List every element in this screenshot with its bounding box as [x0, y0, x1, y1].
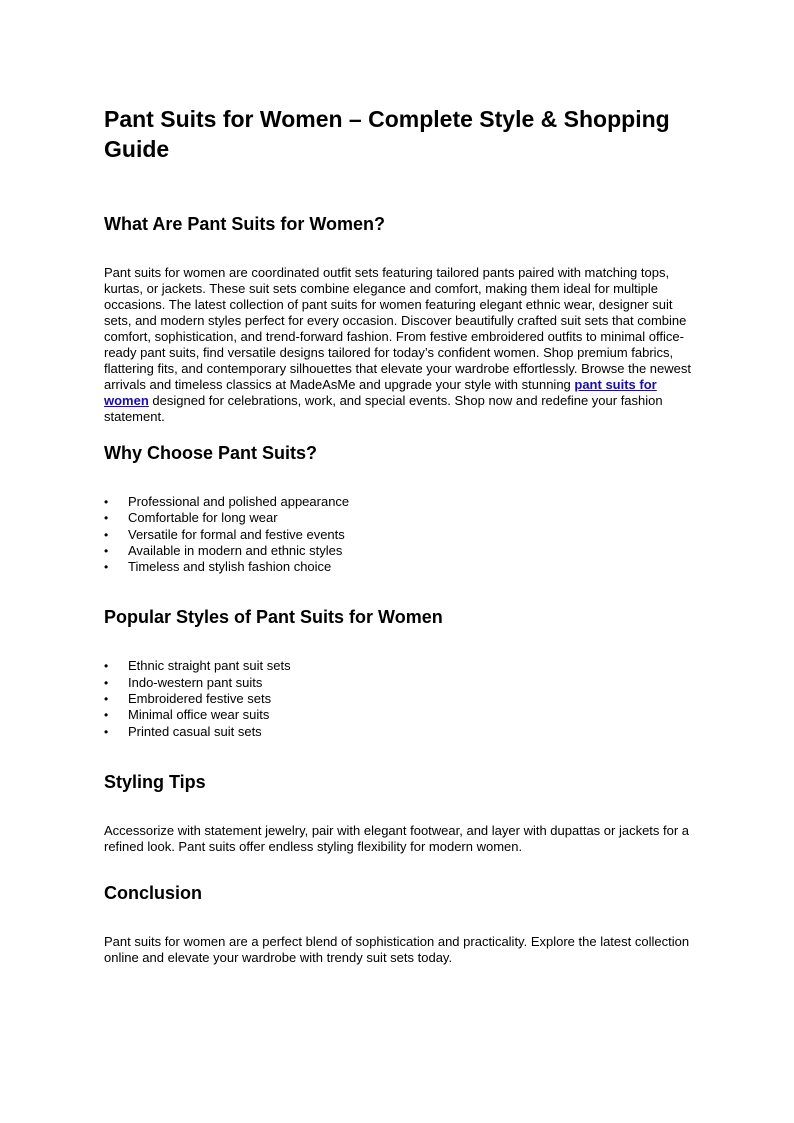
document-page — [104, 104, 694, 966]
list-item — [104, 543, 694, 559]
bullet-icon: • — [104, 527, 109, 542]
body-text-after-link: designed for celebrations, work, and special events. Shop now and redefine your fashion statement. — [104, 393, 663, 424]
list-item-text: Available in modern and ethnic styles — [128, 542, 343, 558]
list-item — [104, 691, 694, 707]
list-item — [104, 527, 694, 543]
why-list — [104, 494, 694, 575]
bullet-icon: • — [104, 659, 109, 674]
list-item — [104, 559, 694, 575]
list-item-text: Comfortable for long wear — [128, 510, 278, 526]
bullet-icon: • — [104, 724, 109, 739]
list-item-text: Versatile for formal and festive events — [128, 526, 345, 542]
section-body-what — [104, 265, 694, 425]
section-body-styling: Accessorize with statement jewelry, pair with elegant footwear, and layer with dupattas or jackets for a refined look. Pant suits offer endless styling flexibility for modern women. — [104, 822, 690, 854]
section-heading-popular: Popular Styles of Pant Suits for Women — [104, 607, 443, 628]
section-heading-why: Why Choose Pant Suits? — [104, 443, 318, 463]
list-item-text: Timeless and stylish fashion choice — [128, 559, 332, 575]
bullet-icon: • — [104, 675, 109, 690]
bullet-icon: • — [104, 692, 109, 707]
list-item-text: Printed casual suit sets — [128, 723, 262, 739]
page-title: Pant Suits for Women – Complete Style & Shopping Guide — [104, 106, 670, 162]
body-text-before-link: Pant suits for women are coordinated outfit sets featuring tailored pants paired with matching tops, kurtas, or jackets. These suit sets combine elegance and comfort, making them ideal for multiple occasions. The latest collection of pant suits for women featuring elegant ethnic wear, designer suit sets, and modern styles perfect for every occasion. Discover beautifully crafted suit sets that combine comfort, sophistication, and trend-forward fashion. From festive embroidered outfits to minimal office-ready pant suits, find versatile designs tailored for today’s confident women. Shop premium fabrics, flattering fits, and contemporary silhouettes that elevate your wardrobe effortlessly. Browse the newest arrivals and timeless classics at MadeAsMe and upgrade your style with stunning — [104, 265, 691, 392]
bullet-icon: • — [104, 543, 109, 558]
bullet-icon: • — [104, 560, 109, 575]
popular-list — [104, 658, 694, 739]
list-item — [104, 658, 694, 674]
bullet-icon: • — [104, 511, 109, 526]
list-item-text: Indo-western pant suits — [128, 674, 263, 690]
bullet-icon: • — [104, 708, 109, 723]
list-item-text: Professional and polished appearance — [128, 494, 350, 509]
list-item-text: Ethnic straight pant suit sets — [128, 658, 291, 674]
list-item — [104, 675, 694, 691]
list-item — [104, 707, 694, 723]
section-heading-conclusion: Conclusion — [104, 882, 202, 903]
list-item — [104, 510, 694, 526]
section-heading-what: What Are Pant Suits for Women? — [104, 214, 386, 234]
section-body-conclusion: Pant suits for women are a perfect blend of sophistication and practicality. Explore the latest collection online and elevate your wardrobe with trendy suit sets today. — [104, 933, 690, 965]
list-item-text: Minimal office wear suits — [128, 707, 270, 723]
pant-suits-link[interactable]: pant suits for women — [104, 377, 657, 408]
section-heading-styling: Styling Tips — [104, 771, 206, 792]
list-item — [104, 494, 694, 510]
list-item-text: Embroidered festive sets — [128, 691, 272, 707]
list-item — [104, 724, 694, 740]
bullet-icon: • — [104, 495, 109, 509]
